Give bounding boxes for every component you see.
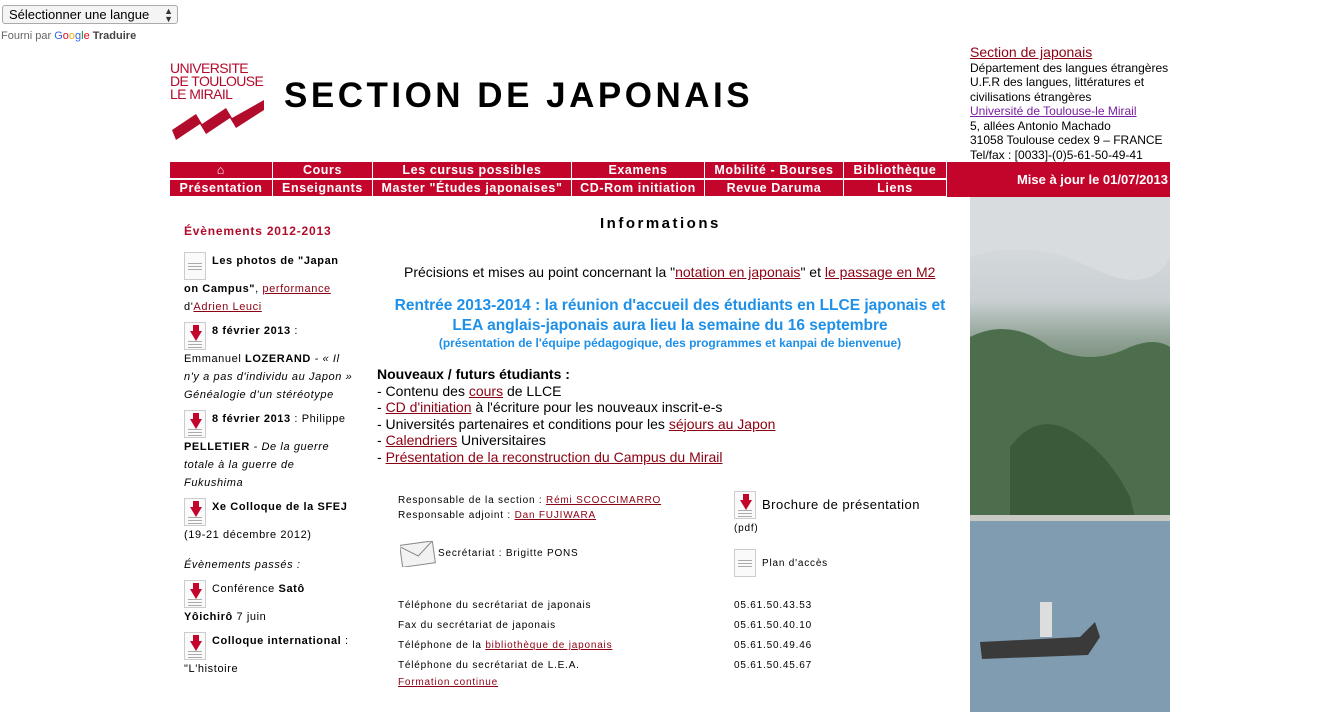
event-title: Colloque international xyxy=(212,635,342,647)
sejours-japon-link[interactable]: séjours au Japon xyxy=(668,415,776,432)
phone-number: 05.61.50.43.53 xyxy=(734,600,812,611)
cours-link[interactable]: cours xyxy=(468,382,504,399)
pdf-download-icon xyxy=(734,491,756,519)
event-item[interactable]: 8 février 2013 : Emmanuel LOZERAND - « Il n'y a pas d'individu au Japon » Généalogie d'un stéréotype xyxy=(184,322,354,404)
landscape-photo xyxy=(970,197,1170,712)
table-row: Téléphone du secrétariat de japonais 05.61.50.43.53 xyxy=(398,596,818,616)
event-title: Xe Colloque de la SFEJ xyxy=(212,501,348,513)
new-students-list xyxy=(377,366,775,465)
nav-home-icon[interactable]: ⌂ xyxy=(170,162,273,178)
nav-row-2 xyxy=(170,180,946,196)
nav-master[interactable]: Master "Études japonaises" xyxy=(373,180,572,196)
update-label: Mise à jour le xyxy=(1016,172,1103,187)
brochure-label: Brochure de présentation xyxy=(762,497,920,512)
contact-block xyxy=(970,45,1170,162)
event-text: d' xyxy=(184,301,194,313)
plan-label: Plan d'accès xyxy=(762,558,828,569)
event-person: PELLETIER xyxy=(184,441,250,453)
rentree-announcement xyxy=(380,296,960,350)
precisions-text xyxy=(404,264,935,280)
telephone-text: Tel/fax : [0033]-(0)5-61-50-49-41 xyxy=(970,147,1143,162)
responsables-block xyxy=(398,493,661,523)
adrien-leuci-link[interactable]: Adrien Leuci xyxy=(193,301,262,313)
plan-acces-link[interactable] xyxy=(734,549,828,577)
formation-continue-link[interactable]: Formation continue xyxy=(398,677,499,688)
brochure-link[interactable] xyxy=(734,491,920,534)
envelope-icon[interactable] xyxy=(400,541,436,567)
google-logo-text: Google xyxy=(54,30,90,42)
event-talk-title: - « Il n'y a pas d'individu au Japon » Généalogie d'un stéréotype xyxy=(184,353,353,401)
phone-table xyxy=(398,596,818,676)
list-item: - Contenu des cours de LLCE xyxy=(377,382,562,399)
photo-illustration xyxy=(970,197,1170,712)
phone-number: 05.61.50.45.67 xyxy=(734,660,812,671)
pdf-download-icon xyxy=(184,410,206,438)
document-icon xyxy=(184,252,206,280)
table-row: Fax du secrétariat de japonais 05.61.50.40.10 xyxy=(398,616,818,636)
nav-revue-daruma[interactable]: Revue Daruma xyxy=(705,180,844,196)
nav-presentation[interactable]: Présentation xyxy=(170,180,273,196)
event-item[interactable]: Les photos de "Japan on Campus", performance d'Adrien Leuci xyxy=(184,252,354,316)
department-text: Département des langues étrangères xyxy=(970,60,1169,75)
rentree-text: Rentrée 2013-2014 : la réunion d'accueil des étudiants en LLCE japonais et LEA anglais-japonais aura lieu la semaine du 16 septembre xyxy=(394,297,946,334)
update-banner xyxy=(946,162,1170,197)
ufr-text: U.F.R des langues, littératures et civilisations étrangères xyxy=(970,75,1145,104)
nav-cdrom[interactable]: CD-Rom initiation xyxy=(572,180,705,196)
new-students-heading: Nouveaux / futurs étudiants : xyxy=(377,366,570,382)
nav-cours[interactable]: Cours xyxy=(273,162,373,178)
events-heading: Évènements 2012-2013 xyxy=(184,224,332,238)
pdf-download-icon xyxy=(184,632,206,660)
event-item[interactable] xyxy=(184,580,354,626)
event-item[interactable] xyxy=(184,498,354,544)
logo-wave-icon xyxy=(170,100,266,140)
resp-label: Responsable de la section : xyxy=(398,495,547,506)
pdf-download-icon xyxy=(184,498,206,526)
event-text: Conférence xyxy=(212,583,279,595)
event-text: Philippe xyxy=(301,413,346,425)
calendriers-link[interactable]: Calendriers xyxy=(385,432,458,448)
precisions-pre: Précisions et mises au point concernant la " xyxy=(404,264,676,280)
event-item[interactable]: 8 février 2013 : Philippe PELLETIER - De la guerre totale à la guerre de Fukushima xyxy=(184,410,354,492)
site-title: SECTION DE JAPONAIS xyxy=(284,76,754,115)
nav-cursus[interactable]: Les cursus possibles xyxy=(373,162,572,178)
address-line-1: 5, allées Antonio Machado xyxy=(970,118,1111,133)
event-title: Les photos de "Japan on Campus" xyxy=(184,255,339,295)
event-dates: (19-21 décembre 2012) xyxy=(184,529,312,541)
select-arrows-icon: ▲ ▼ xyxy=(164,6,173,24)
list-item: - CD d'initiation à l'écriture pour les nouveaux inscrit-e-s xyxy=(377,399,723,415)
rentree-subtext: (présentation de l'équipe pédagogique, des programmes et kanpai de bienvenue) xyxy=(438,336,902,350)
passage-m2-link[interactable]: le passage en M2 xyxy=(824,264,936,280)
resp-name-link[interactable]: Rémi SCOCCIMARRO xyxy=(546,495,662,506)
address-line-2: 31058 Toulouse cedex 9 – FRANCE xyxy=(970,133,1163,147)
adj-name-link[interactable]: Dan FUJIWARA xyxy=(514,510,597,521)
past-events-heading: Évènements passés : xyxy=(184,559,301,571)
cd-initiation-link[interactable]: CD d'initiation xyxy=(385,399,472,415)
document-icon xyxy=(734,549,756,577)
table-row: Téléphone de la bibliothèque de japonais 05.61.50.49.46 xyxy=(398,636,818,656)
events-sidebar xyxy=(184,222,354,684)
informations-heading: Informations xyxy=(600,215,721,232)
phone-number: 05.61.50.40.10 xyxy=(734,620,812,631)
pdf-download-icon xyxy=(184,580,206,608)
nav-bibliotheque[interactable]: Bibliothèque xyxy=(844,162,946,178)
bibliotheque-link[interactable]: bibliothèque de japonais xyxy=(485,640,613,651)
event-date: 8 février 2013 xyxy=(212,325,291,337)
secretariat-text: Secrétariat : Brigitte PONS xyxy=(438,548,579,559)
event-person: LOZERAND xyxy=(245,353,311,365)
list-item: - Universités partenaires et conditions pour les séjours au Japon xyxy=(377,415,776,432)
event-person: Satô Yôichirô xyxy=(184,583,305,623)
google-translate-attribution xyxy=(1,30,136,42)
list-item: - Présentation de la reconstruction du Campus du Mirail xyxy=(377,448,723,465)
event-date: 8 février 2013 xyxy=(212,413,291,425)
event-item[interactable] xyxy=(184,632,354,678)
logo-line-1: UNIVERSITE xyxy=(170,60,249,76)
brochure-type: (pdf) xyxy=(734,523,759,534)
notation-link[interactable]: notation en japonais xyxy=(675,264,801,280)
event-text: Emmanuel xyxy=(184,353,246,365)
nav-liens[interactable]: Liens xyxy=(844,180,946,196)
precisions-mid: " et xyxy=(800,264,825,280)
nav-row-1 xyxy=(170,162,946,178)
list-item: - Calendriers Universitaires xyxy=(377,432,546,448)
nav-examens[interactable]: Examens xyxy=(572,162,705,178)
phone-number: 05.61.50.49.46 xyxy=(734,640,812,651)
university-link[interactable]: Université de Toulouse-le Mirail xyxy=(970,104,1137,118)
table-row: Téléphone du secrétariat de L.E.A. 05.61.50.45.67 xyxy=(398,656,818,676)
language-select-label: Sélectionner une langue xyxy=(9,7,150,22)
section-link[interactable]: Section de japonais xyxy=(970,44,1093,60)
logo-line-2: DE TOULOUSE xyxy=(170,73,264,89)
performance-link[interactable]: performance xyxy=(262,283,331,295)
event-date: 7 juin xyxy=(232,611,267,623)
logo-line-3: LE MIRAIL xyxy=(170,86,233,102)
language-select[interactable] xyxy=(2,5,178,24)
update-date: 01/07/2013 xyxy=(1102,172,1168,187)
powered-by-text: Fourni par xyxy=(1,30,52,42)
nav-mobilite[interactable]: Mobilité - Bourses xyxy=(705,162,844,178)
nav-enseignants[interactable]: Enseignants xyxy=(273,180,373,196)
pdf-download-icon xyxy=(184,322,206,350)
campus-reconstruction-link[interactable]: Présentation de la reconstruction du Campus du Mirail xyxy=(385,448,723,465)
university-logo[interactable] xyxy=(170,62,266,140)
main-navigation xyxy=(170,162,946,196)
translate-link[interactable]: Traduire xyxy=(92,30,137,42)
event-talk-title: - De la guerre totale à la guerre de Fukushima xyxy=(184,441,330,489)
adj-label: Responsable adjoint : xyxy=(398,510,515,521)
event-text: : "L'histoire xyxy=(184,635,349,675)
